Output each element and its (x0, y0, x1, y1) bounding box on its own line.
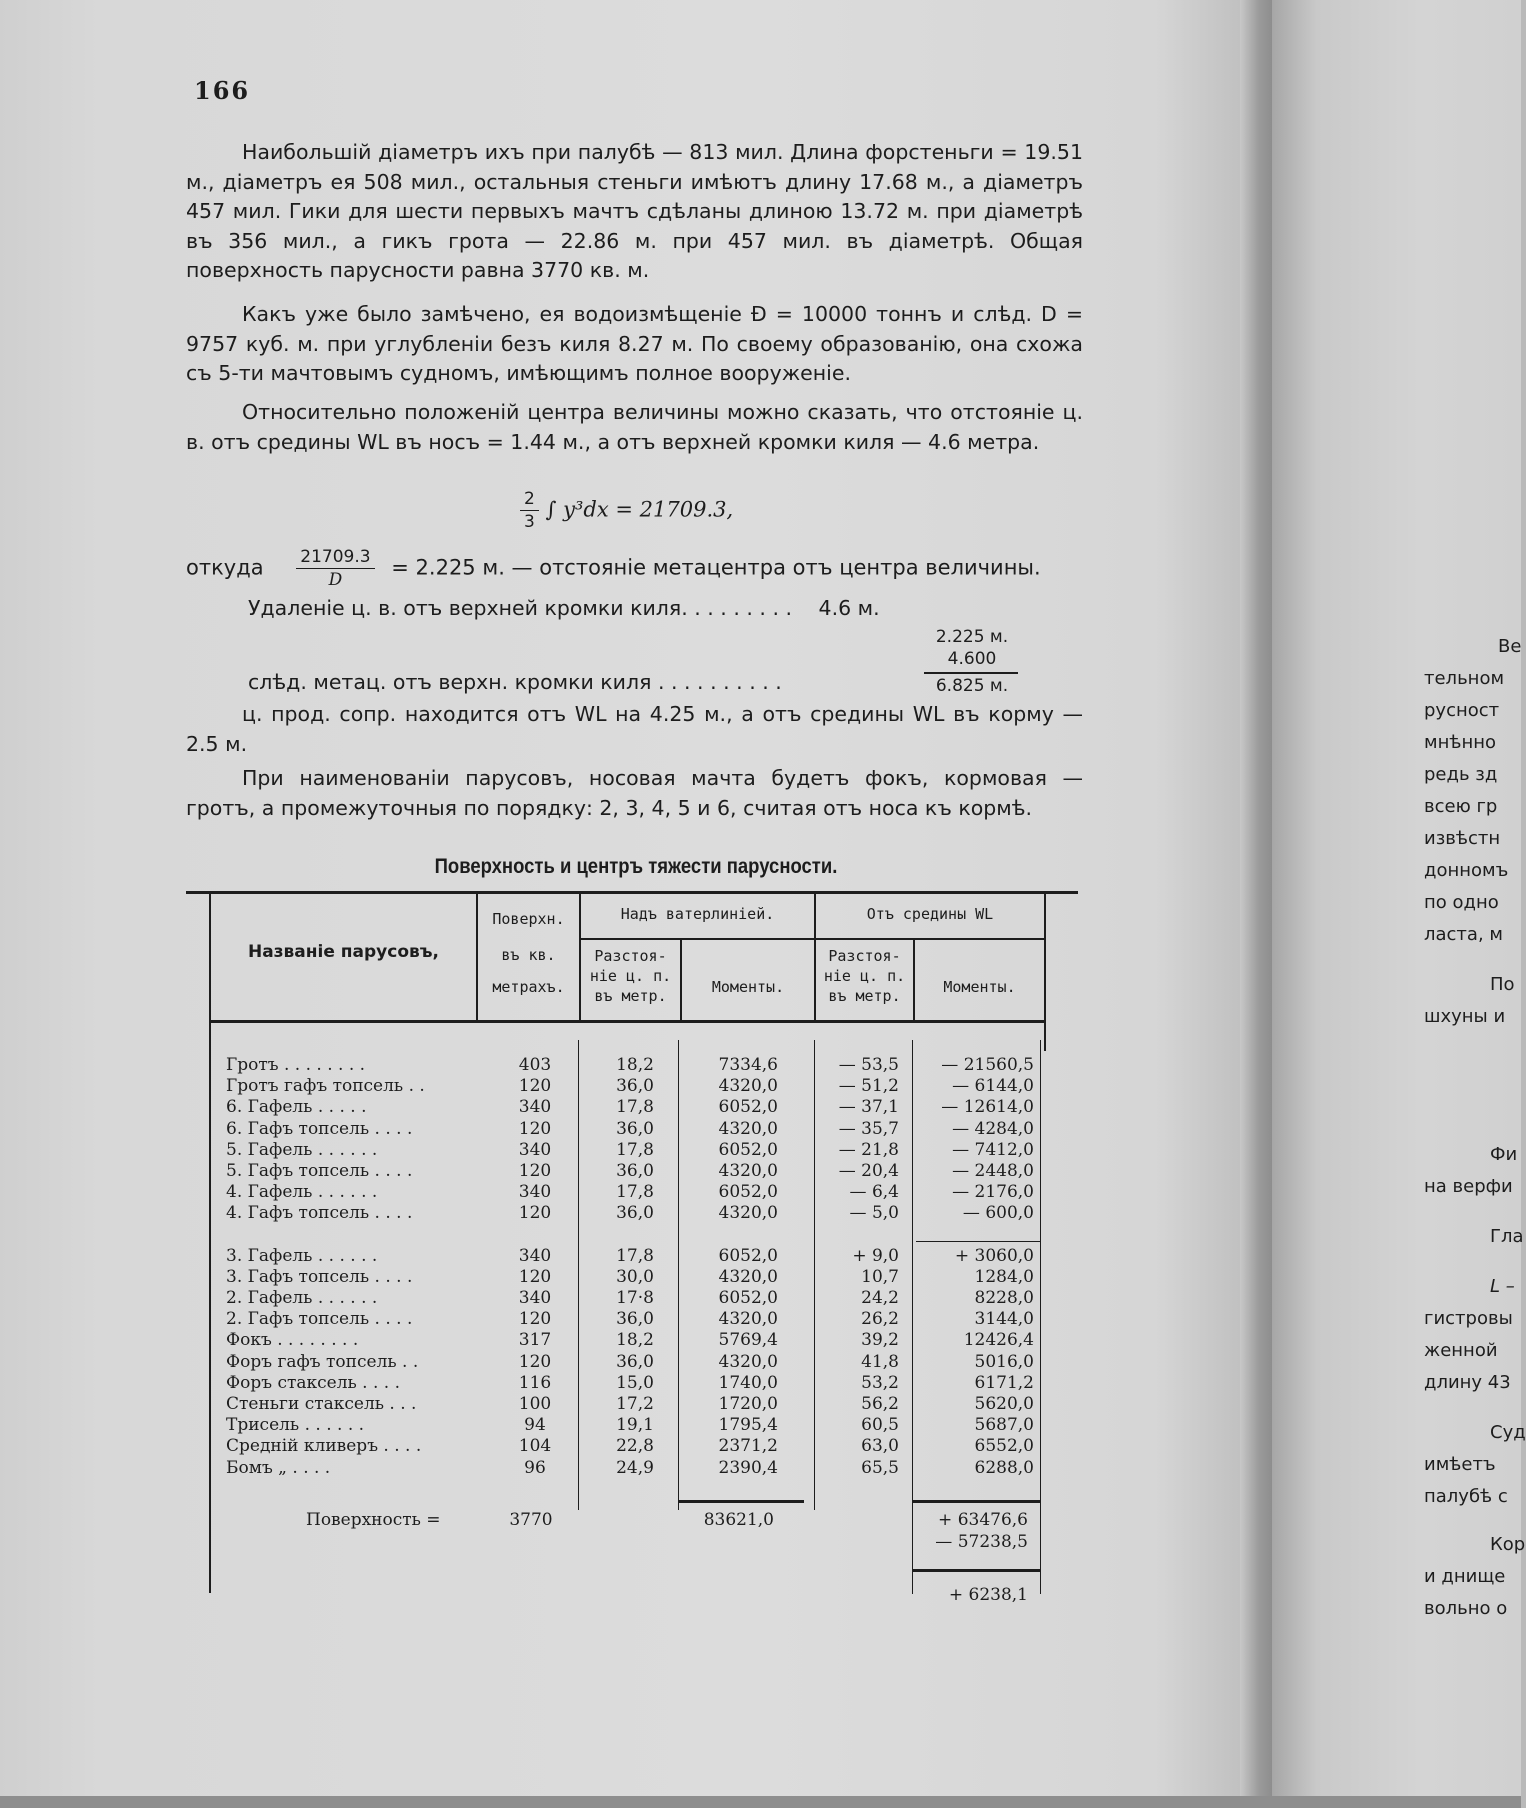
subhead-rule-1 (579, 938, 814, 940)
sum-rule (924, 672, 1018, 674)
body-col-rule-2 (678, 1040, 679, 1510)
header-from-mid: Отъ средины WL (866, 905, 994, 923)
mid-minus-sum: — 57238,5 (935, 1532, 1028, 1552)
row-name: Фокъ . . . . . . . . (226, 1330, 359, 1351)
row-name: 6. Гафъ топсель . . . . (226, 1118, 413, 1139)
table-left-rule (209, 891, 211, 1593)
book-spine (1240, 0, 1272, 1808)
header-dist-above: Разстоя- ніе ц. п. въ метр. (589, 947, 672, 1005)
col-moments-mid: — 21560,5 — 6144,0 — 12614,0 — 4284,0 — 7412,0 — 2448,0 — 2176,0 — 600,0 + 3060,0 1284,0 8228,0 3144,0 12426,4 5016,0 6171,2 5620,0 5687,0 6552,0 6288,0 (941, 1055, 1034, 1478)
paragraph-displacement: Какъ уже было замѣчено, ея водоизмѣщеніе Ɖ = 10000 тоннъ и слѣд. D = 9757 куб. м. при углубленіи безъ киля 8.27 м. По своему образованію, она схожа съ 5-ти мачтовымъ судномъ, имѣющимъ полное вооруженіе. (186, 302, 1083, 385)
header-surface-1: Поверхн. (492, 910, 565, 928)
body-col-rule-3 (814, 1040, 815, 1510)
row-name: Форъ стаксель . . . . (226, 1372, 401, 1393)
total-moment-rule (679, 1500, 804, 1503)
sum-c: 6.825 м. (935, 676, 1009, 696)
page-number: 166 (194, 76, 251, 105)
total-surface: 3770 (509, 1510, 553, 1530)
header-above-wl: Надъ ватерлиніей. (620, 905, 775, 923)
subhead-rule-2 (814, 938, 1045, 940)
paragraph-center: Относительно положеній центра величины можно сказать, что отстояніе ц. в. отъ средины WL въ носъ = 1.44 м., а отъ верхней кромки киля — 4.6 метра. (186, 400, 1083, 454)
metacenter-formula: откуда $\frac{21709.3}{D}$ = 2.225 м. — отстояніе метацентра отъ центра величины. (186, 547, 1041, 590)
row-name: 3. Гафель . . . . . . (226, 1245, 378, 1266)
row-name: 5. Гафъ топсель . . . . (226, 1161, 413, 1182)
scan-edge (0, 1796, 1521, 1808)
total-label: Поверхность = (306, 1510, 441, 1530)
metacenter-line: слѣд. метац. отъ верхн. кромки киля . . . . . . . . . . (248, 670, 782, 694)
row-name: Гротъ гафъ топсель . . (226, 1076, 425, 1097)
col-dist-mid: — 53,5 — 51,2 — 37,1 — 35,7 — 21,8 — 20,4 — 6,4 — 5,0 + 9,0 10,7 24,2 26,2 39,2 41,8 53,2 56,2 60,5 63,0 65,5 (838, 1055, 899, 1478)
integral-formula: $\frac{2}{3}$ ∫ y³dx = 21709.3, (520, 488, 733, 533)
col-moments-above: 7334,6 4320,0 6052,0 4320,0 6052,0 4320,0 6052,0 4320,0 6052,0 4320,0 6052,0 4320,0 5769,4 4320,0 1740,0 1720,0 1795,4 2371,2 2390,4 (718, 1055, 778, 1478)
paragraph-resistance: ц. прод. сопр. находится отъ WL на 4.25 м., а отъ средины WL въ корму — 2.5 м. (186, 702, 1083, 756)
header-surface-3: метрахъ. (492, 978, 565, 996)
result-rule (912, 1569, 1040, 1572)
body-col-rule-4 (912, 1040, 913, 1594)
col-names (226, 1055, 476, 1479)
row-name: Бомъ „ . . . . (226, 1457, 331, 1478)
body-col-rule-5 (1040, 1040, 1041, 1594)
col-dist-above: 18,2 36,0 17,8 36,0 17,8 36,0 17,8 36,0 17,8 30,0 17·8 36,0 18,2 36,0 15,0 17,2 19,1 22,8 24,9 (616, 1055, 654, 1478)
header-name: Названіе парусовъ, (247, 942, 440, 962)
row-name: 2. Гафъ топсель . . . . (226, 1309, 413, 1330)
header-bottom-rule (211, 1020, 1045, 1023)
mid-sum-rule (912, 1500, 1040, 1503)
sum-a: 2.225 м. (935, 627, 1009, 647)
removal-line: Удаленіе ц. в. отъ верхней кромки киля. . . . . . . . . 4.6 м. (248, 596, 880, 620)
header-dist-mid: Разстоя- ніе ц. п. въ метр. (823, 947, 906, 1005)
header-moments-mid: Моменты. (943, 978, 1016, 996)
table-top-rule (186, 891, 1078, 894)
paragraph-sails: При наименованіи парусовъ, носовая мачта будетъ фокъ, кормовая — гротъ, а промежуточныя по порядку: 2, 3, 4, 5 и 6, считая отъ носа къ кормѣ. (186, 766, 1083, 820)
row-name: 2. Гафель . . . . . . (226, 1288, 378, 1309)
row-name: Форъ гафъ топсель . . (226, 1351, 419, 1372)
row-name: 6. Гафель . . . . . (226, 1097, 367, 1118)
paragraph-masts: Наибольшій діаметръ ихъ при палубѣ — 813 мил. Длина форстеньги = 19.51 м., діаметръ ея 508 мил., остальныя стеньги имѣютъ длину 17.68 м., а діаметръ 457 мил. Гики для шести первыхъ мачтъ сдѣланы длиною 13.72 м. при діаметрѣ въ 356 мил., а гикъ грота — 22.86 м. при 457 мил. въ діаметрѣ. Общая поверхность парусности равна 3770 кв. м. (186, 140, 1083, 282)
row-name: 5. Гафель . . . . . . (226, 1139, 378, 1160)
row-name: Стеньги стаксель . . . (226, 1394, 417, 1415)
header-moments-above: Моменты. (711, 978, 785, 996)
mid-plus-sum: + 63476,6 (938, 1510, 1028, 1530)
row-name: Средній кливеръ . . . . (226, 1436, 422, 1457)
row-name: 4. Гафель . . . . . . (226, 1182, 378, 1203)
sum-b: 4.600 (947, 649, 997, 669)
table-right-rule (1044, 891, 1046, 1051)
mid-result: + 6238,1 (948, 1585, 1028, 1605)
total-moment: 83621,0 (703, 1510, 774, 1530)
header-surface-2: въ кв. (501, 946, 556, 964)
col-surface: 403 120 340 120 340 120 340 120 340 120 340 120 317 120 116 100 94 104 96 (518, 1055, 552, 1478)
body-col-rule-1 (578, 1040, 579, 1510)
row-name: 3. Гафъ топсель . . . . (226, 1266, 413, 1287)
row-name: Гротъ . . . . . . . . (226, 1055, 366, 1075)
row-name: Трисель . . . . . . (226, 1415, 365, 1436)
table-title: Поверхность и центръ тяжести парусности. (434, 855, 838, 878)
row-name: 4. Гафъ топсель . . . . (226, 1203, 413, 1224)
